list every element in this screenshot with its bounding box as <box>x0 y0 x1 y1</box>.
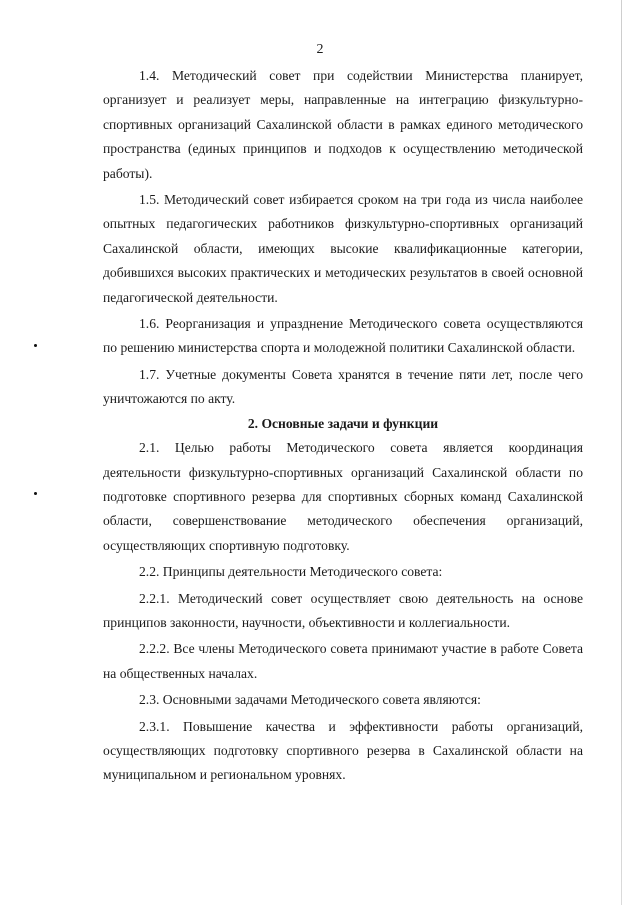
scan-edge-line <box>621 0 622 905</box>
scan-artifact-dot <box>34 492 37 495</box>
paragraph-2-2-1: 2.2.1. Методический совет осуществляет свою деятельность на основе принципов законности, научности, объективности и коллегиальности. <box>103 590 583 630</box>
paragraph-1-4: 1.4. Методический совет при содействии Министерства планирует, организует и реализует меры, направленные на интеграцию физкультурно-спортивных организаций Сахалинской области в рамках единого методического пространства (единых принципов и подходов к осуществлению методической работы). <box>103 68 583 181</box>
paragraph-2-3-1: 2.3.1. Повышение качества и эффективности работы организаций, осуществляющих подготовку спортивного резерва в Сахалинской области на муниципальном и региональном уровнях. <box>103 718 583 783</box>
page-number: 2 <box>316 42 324 57</box>
paragraph-1-5: 1.5. Методический совет избирается сроком на три года из числа наиболее опытных педагогических работников физкультурно-спортивных организаций Сахалинской области, имеющих высокие квалификационные категории, добившихся высоких практических и методических результатов в своей основной педагогической деятельности. <box>103 192 583 305</box>
paragraph-1-7: 1.7. Учетные документы Совета хранятся в течение пяти лет, после чего уничтожаются по акту. <box>103 366 583 407</box>
paragraph-2-3: 2.3. Основными задачами Методического совета являются: <box>139 692 481 708</box>
paragraph-2-2: 2.2. Принципы деятельности Методического совета: <box>139 564 443 580</box>
paragraph-2-1: 2.1. Целью работы Методического совета является координация деятельности физкультурно-спортивных организаций Сахалинской области по подготовке спортивного резерва для спортивных сборных команд Сахалинской области, совершенствование методического обеспечения организаций, осуществляющих спортивную подготовку. <box>103 440 583 553</box>
paragraph-1-6: 1.6. Реорганизация и упразднение Методического совета осуществляются по решению министерства спорта и молодежной политики Сахалинской области. <box>103 316 583 356</box>
paragraph-2-2-2: 2.2.2. Все члены Методического совета принимают участие в работе Совета на общественных началах. <box>103 641 583 681</box>
scan-artifact-dot <box>34 344 37 347</box>
section-heading-2: 2. Основные задачи и функции <box>247 415 439 431</box>
document-body <box>103 64 583 788</box>
